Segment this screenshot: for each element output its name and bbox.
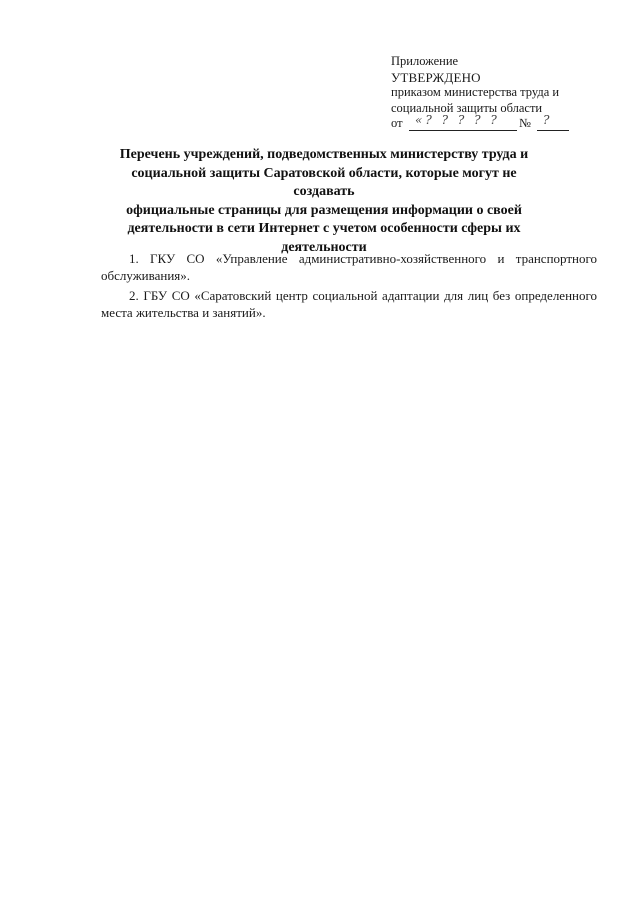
number-label: № [519, 116, 531, 130]
document-title [100, 146, 548, 257]
list-item: 1. ГКУ СО «Управление административно-хозяйственного и транспортного обслуживания». [101, 251, 597, 283]
institutions-list [101, 250, 597, 324]
number-field [537, 113, 569, 131]
list-item: 2. ГБУ СО «Саратовский центр социальной адаптации для лиц без определенного места жительства и занятий». [101, 288, 597, 320]
order-line-1: приказом министерства труда и [391, 85, 560, 99]
from-label: от [391, 116, 403, 130]
title-line-4: деятельности в сети Интернет с учетом особенности сферы их [127, 221, 521, 236]
title-line-5: деятельности [281, 239, 367, 255]
appendix-label: Приложение [391, 54, 459, 68]
title-line-3: официальные страницы для размещения информации о своей [126, 202, 522, 218]
approval-stamp-block [391, 54, 611, 132]
title-line-1: Перечень учреждений, подведомственных министерству труда и [119, 147, 529, 162]
order-line-2: социальной защиты области [391, 100, 543, 115]
order-date-number-row [391, 113, 611, 132]
approved-label: УТВЕРЖДЕНО [391, 69, 481, 85]
title-line-2: социальной защиты Саратовской области, которые могут не создавать [131, 165, 517, 199]
handwritten-number: ? [543, 113, 550, 127]
date-field [409, 113, 517, 131]
handwritten-date: «? ? ? ? ? [415, 113, 500, 127]
